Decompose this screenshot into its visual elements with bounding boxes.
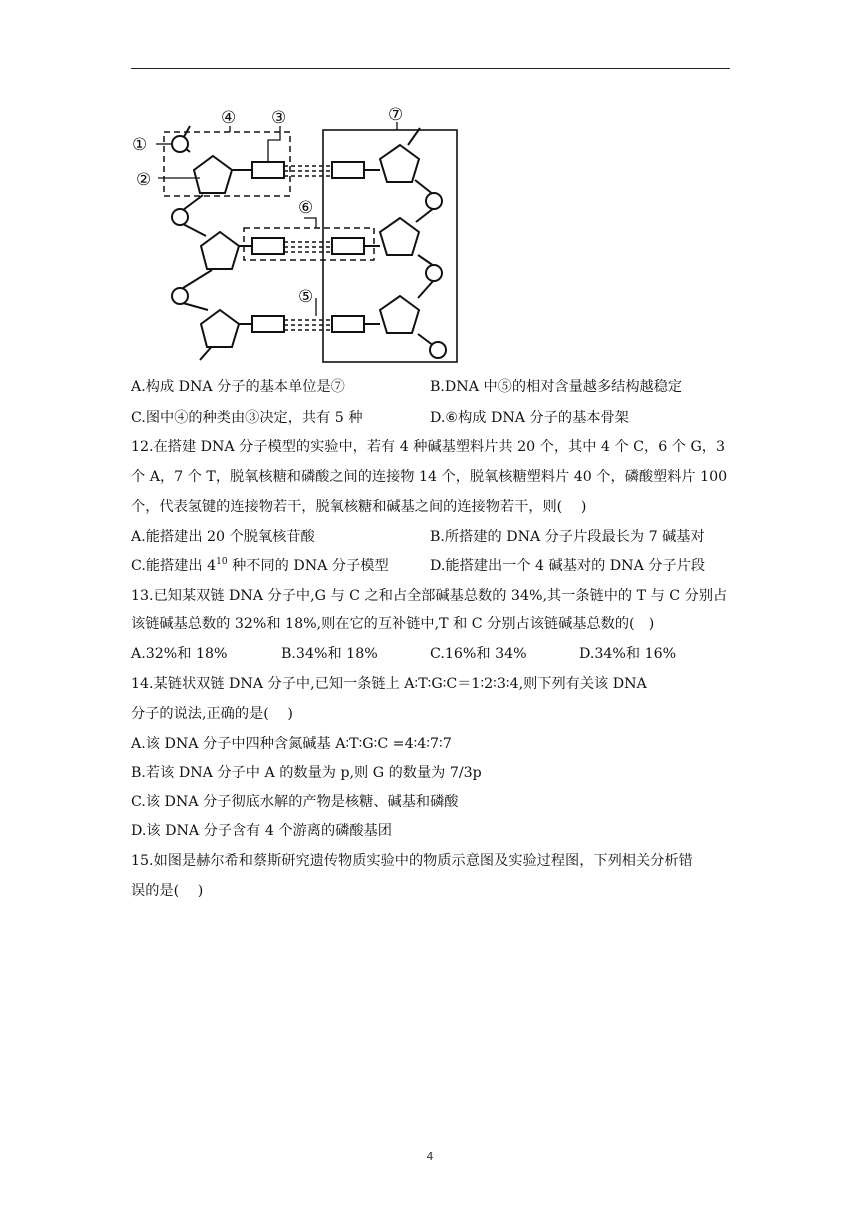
q12-stem-line1: 12.在搭建 DNA 分子模型的实验中，若有 4 种碱基塑料片共 20 个，其中 4 个 C，6 个 G，3: [131, 439, 725, 455]
base-rect: [252, 316, 284, 332]
header-rule: [131, 68, 730, 69]
deoxyribose-pentagon: [380, 145, 419, 182]
phosphate-circle: [426, 193, 442, 209]
q14-option-a: A.该 DNA 分子中四种含氮碱基 A∶T∶G∶C =4∶4∶7∶7: [131, 736, 452, 752]
q11-option-b: B.DNA 中⑤的相对含量越多结构越稳定: [430, 379, 683, 395]
q13-option-a: A.32%和 18%: [131, 646, 228, 662]
q12-option-b: B.所搭建的 DNA 分子片段最长为 7 碱基对: [430, 529, 705, 545]
base-rect: [252, 162, 284, 178]
right-strand: [332, 128, 446, 358]
q12-option-c-pre: C.能搭建出 4: [131, 558, 217, 574]
q14-option-b: B.若该 DNA 分子中 A 的数量为 p,则 G 的数量为 7/3p: [131, 765, 482, 781]
q13-stem-line2: 该链碱基总数的 32%和 18%,则在它的互补链中,T 和 C 分别占该链碱基总数的( ): [131, 616, 655, 632]
label-1: ①: [132, 135, 148, 155]
label-5: ⑤: [298, 287, 314, 307]
base-rect: [332, 316, 364, 332]
label-7: ⑦: [388, 105, 404, 125]
q11-option-d: D.⑥构成 DNA 分子的基本骨架: [430, 410, 629, 426]
q11-option-c: C.图中④的种类由③决定，共有 5 种: [131, 410, 363, 426]
phosphate-circle: [172, 209, 188, 225]
q12-option-c: [131, 556, 389, 576]
q12-option-d: D.能搭建出一个 4 碱基对的 DNA 分子片段: [430, 558, 706, 574]
q12-stem-line2: 个 A，7 个 T，脱氧核糖和磷酸之间的连接物 14 个，脱氧核糖塑料片 40 个，磷酸塑料片 100: [131, 469, 728, 485]
label-4: ④: [221, 108, 237, 128]
q12-stem-line3: 个，代表氢键的连接物若干，脱氧核糖和碱基之间的连接物若干，则( ): [131, 499, 587, 515]
q12-option-a: A.能搭建出 20 个脱氧核苷酸: [131, 529, 315, 545]
label-6: ⑥: [298, 198, 314, 218]
base-rect: [332, 162, 364, 178]
q11-option-a: A.构成 DNA 分子的基本单位是⑦: [131, 379, 345, 395]
q13-option-b: B.34%和 18%: [281, 646, 378, 662]
q14-option-c: C.该 DNA 分子彻底水解的产物是核糖、碱基和磷酸: [131, 794, 459, 810]
label-2: ②: [136, 170, 152, 190]
q14-stem-line2: 分子的说法,正确的是( ): [131, 706, 293, 722]
q13-stem-line1: 13.已知某双链 DNA 分子中,G 与 C 之和占全部碱基总数的 34%,其一条链中的 T 与 C 分别占: [131, 588, 728, 604]
base-rect: [332, 238, 364, 254]
q13-option-c: C.16%和 34%: [430, 646, 527, 662]
q14-stem-line1: 14.某链状双链 DNA 分子中,已知一条链上 A∶T∶G∶C＝1∶2∶3∶4,则下列有关该 DNA: [131, 676, 647, 692]
dna-structure-diagram: [128, 100, 460, 365]
phosphate-circle: [172, 288, 188, 304]
q15-stem-line1: 15.如图是赫尔希和蔡斯研究遗传物质实验中的物质示意图及实验过程图，下列相关分析错: [131, 853, 693, 869]
q15-stem-line2: 误的是( ): [131, 883, 204, 899]
label-3: ③: [271, 108, 287, 128]
base-rect: [252, 238, 284, 254]
phosphate-circle: [426, 265, 442, 281]
deoxyribose-pentagon: [380, 296, 419, 333]
deoxyribose-pentagon: [201, 310, 239, 347]
q14-option-d: D.该 DNA 分子含有 4 个游离的磷酸基团: [131, 823, 392, 839]
page-number: 4: [426, 1150, 434, 1163]
deoxyribose-pentagon: [380, 218, 419, 255]
q12-option-c-post: 种不同的 DNA 分子模型: [227, 558, 389, 574]
phosphate-circle: [172, 136, 188, 152]
label-leaders: [156, 122, 397, 316]
deoxyribose-pentagon: [194, 156, 232, 193]
deoxyribose-pentagon: [201, 232, 239, 269]
q13-option-d: D.34%和 16%: [579, 646, 677, 662]
q12-option-c-exponent: 10: [216, 557, 228, 567]
left-strand: [172, 126, 284, 360]
phosphate-circle: [430, 342, 446, 358]
